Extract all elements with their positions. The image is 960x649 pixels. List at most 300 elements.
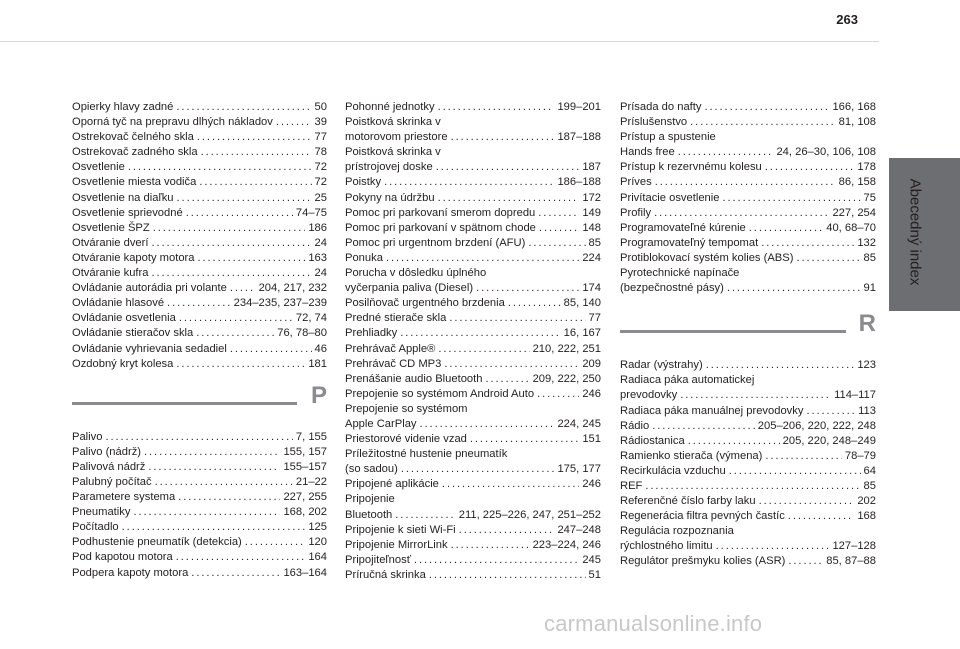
index-entry bbox=[345, 251, 601, 266]
dot-leader bbox=[167, 296, 231, 311]
entry-pages: 74–75 bbox=[295, 206, 327, 219]
entry-term: Pod kapotou motora bbox=[72, 551, 173, 564]
dot-leader bbox=[176, 357, 305, 372]
dot-leader bbox=[470, 432, 579, 447]
index-entry bbox=[72, 130, 327, 145]
entry-pages: 199–201 bbox=[557, 101, 601, 113]
entry-pages: 85 bbox=[588, 236, 601, 249]
index-entry bbox=[345, 191, 601, 206]
side-tab-label: Abecedný index bbox=[906, 178, 924, 286]
entry-term: vyčerpania paliva (Diesel) bbox=[345, 282, 474, 295]
dot-leader bbox=[716, 539, 830, 554]
entry-pages: 78 bbox=[314, 146, 327, 159]
index-entry bbox=[620, 175, 876, 190]
index-entry bbox=[620, 509, 876, 524]
entry-term: Osvetlenie sprievodné bbox=[72, 206, 183, 219]
index-entry-line: Prístup a spustenie bbox=[620, 131, 716, 144]
entries-r bbox=[620, 358, 876, 569]
entry-term: Pneumatiky bbox=[72, 506, 131, 519]
index-entry bbox=[620, 100, 876, 115]
index-entry bbox=[620, 449, 876, 464]
index-entry bbox=[72, 460, 327, 475]
dot-leader bbox=[230, 342, 312, 357]
entry-pages: 24, 26–30, 106, 108 bbox=[776, 146, 876, 159]
dot-leader bbox=[451, 130, 555, 145]
dot-leader bbox=[144, 445, 280, 460]
header-divider bbox=[0, 41, 879, 42]
index-entry bbox=[72, 266, 327, 281]
index-entry bbox=[72, 145, 327, 160]
entry-pages: 175, 177 bbox=[557, 463, 601, 476]
entry-pages: 224, 245 bbox=[557, 417, 601, 430]
entry-pages: 91 bbox=[863, 282, 876, 295]
watermark: carmanualsonline.info bbox=[544, 611, 763, 636]
dot-leader bbox=[765, 449, 841, 464]
index-entry-line: Regulácia rozpoznania bbox=[620, 525, 734, 538]
section-letter: P bbox=[310, 381, 327, 409]
entry-pages: 85 bbox=[863, 479, 876, 492]
index-entry bbox=[620, 160, 876, 175]
dot-leader bbox=[704, 100, 829, 115]
entry-term: Regenerácia filtra pevných častíc bbox=[620, 510, 785, 523]
index-entry bbox=[72, 475, 327, 490]
entry-pages: 81, 108 bbox=[838, 116, 876, 129]
entry-term: Pomoc pri parkovaní v spätnom chode bbox=[345, 221, 536, 234]
index-entry bbox=[620, 404, 876, 419]
dot-leader bbox=[449, 311, 585, 326]
entry-term: prístrojovej doske bbox=[345, 161, 433, 174]
page-number: 263 bbox=[836, 12, 858, 27]
index-entry bbox=[345, 523, 601, 538]
entry-pages: 25 bbox=[314, 191, 327, 204]
index-entry bbox=[72, 236, 327, 251]
dot-leader bbox=[199, 175, 311, 190]
entry-term: Osvetlenie miesta vodiča bbox=[72, 176, 197, 189]
entry-term: Palubný počítač bbox=[72, 475, 152, 488]
entry-pages: 186 bbox=[308, 221, 327, 234]
dot-leader bbox=[151, 266, 311, 281]
dot-leader bbox=[723, 191, 861, 206]
entry-term: Parametere systema bbox=[72, 491, 176, 504]
entry-term: Pripojiteľnosť bbox=[345, 553, 411, 566]
dot-leader bbox=[384, 175, 554, 190]
section-rule bbox=[72, 402, 297, 405]
dot-leader bbox=[191, 566, 280, 581]
entry-pages: 76, 78–80 bbox=[277, 327, 327, 340]
index-entry bbox=[345, 462, 601, 477]
dot-leader bbox=[438, 342, 529, 357]
dot-leader bbox=[528, 236, 585, 251]
index-entry bbox=[72, 311, 327, 326]
dot-leader bbox=[485, 372, 529, 387]
entry-pages: 172 bbox=[582, 191, 601, 204]
dot-leader bbox=[796, 251, 860, 266]
index-entry-line: Pripojenie bbox=[345, 493, 395, 506]
index-entry bbox=[72, 281, 327, 296]
entry-pages: 78–79 bbox=[844, 449, 876, 462]
dot-leader bbox=[688, 434, 780, 449]
entry-pages: 174 bbox=[582, 282, 601, 295]
index-entry bbox=[345, 236, 601, 251]
index-entry bbox=[72, 221, 327, 236]
entry-pages: 16, 167 bbox=[563, 327, 601, 340]
entry-pages: 85, 140 bbox=[563, 297, 601, 310]
dot-leader bbox=[197, 130, 312, 145]
entry-pages: 163 bbox=[308, 251, 327, 264]
entry-pages: 85, 87–88 bbox=[826, 555, 876, 568]
entry-pages: 7, 155 bbox=[295, 430, 327, 443]
entry-pages: 148 bbox=[582, 221, 601, 234]
dot-leader bbox=[727, 281, 861, 296]
section-header-p bbox=[72, 381, 327, 420]
entry-pages: 166, 168 bbox=[832, 101, 876, 113]
entry-pages: 75 bbox=[863, 191, 876, 204]
dot-leader bbox=[122, 520, 306, 535]
dot-leader bbox=[401, 462, 555, 477]
index-entry bbox=[620, 358, 876, 373]
index-entry bbox=[72, 445, 327, 460]
entry-term: Ostrekovač čelného skla bbox=[72, 131, 194, 144]
entry-term: Príručná skrinka bbox=[345, 568, 426, 581]
index-entry bbox=[345, 130, 601, 145]
index-entry-line: Poistková skrinka v bbox=[345, 146, 441, 159]
dot-leader bbox=[438, 100, 555, 115]
entry-pages: 178 bbox=[857, 161, 876, 174]
index-entry-line: Prepojenie so systémom bbox=[345, 402, 468, 415]
entry-term: Ovládanie stieračov skla bbox=[72, 327, 194, 340]
index-entry bbox=[345, 372, 601, 387]
dot-leader bbox=[459, 523, 555, 538]
entry-term: Programovateľné kúrenie bbox=[620, 221, 746, 234]
entry-term: Ozdobný kryt kolesa bbox=[72, 357, 174, 370]
entry-term: REF bbox=[620, 479, 643, 492]
dot-leader bbox=[176, 100, 311, 115]
entry-pages: 204, 217, 232 bbox=[258, 282, 327, 295]
entry-pages: 234–235, 237–239 bbox=[233, 297, 327, 310]
entry-term: Prístup k rezervnému kolesu bbox=[620, 161, 762, 174]
index-entry bbox=[620, 145, 876, 160]
dot-leader bbox=[729, 464, 861, 479]
entry-term: Palivo bbox=[72, 430, 103, 443]
index-entry bbox=[345, 432, 601, 447]
index-entry bbox=[345, 538, 601, 553]
dot-leader bbox=[436, 160, 580, 175]
index-entry bbox=[345, 311, 601, 326]
dot-leader bbox=[151, 236, 311, 251]
entry-term: Opierky hlavy zadné bbox=[72, 101, 174, 113]
entry-pages: 113 bbox=[858, 404, 876, 417]
entry-term: Prepojenie so systémom Android Auto bbox=[345, 387, 535, 400]
entry-term: Otváranie kapoty motora bbox=[72, 251, 195, 264]
entry-term: Radiaca páka manuálnej prevodovky bbox=[620, 404, 804, 417]
entry-pages: 227, 254 bbox=[832, 206, 876, 219]
dot-leader bbox=[761, 236, 854, 251]
index-entry bbox=[72, 535, 327, 550]
index-entry bbox=[72, 191, 327, 206]
entry-pages: 125 bbox=[308, 521, 327, 534]
entry-term: Priestorové videnie vzad bbox=[345, 433, 467, 446]
index-entry bbox=[620, 388, 876, 403]
index-entry bbox=[345, 568, 601, 583]
entry-pages: 114–117 bbox=[834, 389, 876, 402]
entry-pages: 227, 255 bbox=[283, 491, 327, 504]
index-column-3 bbox=[620, 100, 876, 570]
dot-leader bbox=[155, 475, 293, 490]
entry-pages: 205–206, 220, 222, 248 bbox=[757, 419, 876, 432]
index-entry bbox=[620, 115, 876, 130]
dot-leader bbox=[153, 221, 306, 236]
index-entry bbox=[345, 100, 601, 115]
index-entry bbox=[72, 520, 327, 535]
index-column-1 bbox=[72, 100, 327, 581]
entry-pages: 149 bbox=[582, 206, 601, 219]
entry-term: Pomoc pri parkovaní smerom dopredu bbox=[345, 206, 536, 219]
index-entry bbox=[72, 566, 327, 581]
entry-term: Ponuka bbox=[345, 251, 383, 264]
index-entry bbox=[620, 479, 876, 494]
entry-term: Pokyny na údržbu bbox=[345, 191, 435, 204]
index-entry bbox=[72, 430, 327, 445]
entry-term: motorovom priestore bbox=[345, 131, 448, 144]
entry-term: Palivová nádrž bbox=[72, 460, 146, 473]
index-entry bbox=[72, 490, 327, 505]
dot-leader bbox=[386, 251, 579, 266]
dot-leader bbox=[451, 538, 530, 553]
index-entry bbox=[620, 251, 876, 266]
dot-leader bbox=[654, 206, 829, 221]
entry-term: Palivo (nádrž) bbox=[72, 445, 142, 458]
entry-pages: 246 bbox=[582, 478, 601, 491]
index-entry bbox=[345, 417, 601, 432]
dot-leader bbox=[655, 175, 836, 190]
section-header-r bbox=[620, 310, 876, 348]
entry-pages: 51 bbox=[588, 568, 601, 581]
entries-p bbox=[72, 430, 327, 581]
index-entry bbox=[345, 160, 601, 175]
entry-term: Ovládanie hlasové bbox=[72, 297, 165, 310]
dot-leader bbox=[678, 145, 774, 160]
entry-pages: 155, 157 bbox=[283, 445, 327, 458]
entry-pages: 209, 222, 250 bbox=[532, 372, 601, 385]
entry-term: Otváranie dverí bbox=[72, 236, 149, 249]
entry-pages: 163–164 bbox=[283, 566, 327, 579]
entry-pages: 132 bbox=[857, 236, 876, 249]
dot-leader bbox=[177, 191, 312, 206]
index-entry bbox=[620, 191, 876, 206]
entry-pages: 224 bbox=[582, 251, 601, 264]
entry-pages: 72, 74 bbox=[295, 312, 327, 325]
entry-pages: 21–22 bbox=[295, 475, 327, 488]
entry-term: Rádiostanica bbox=[620, 434, 685, 447]
dot-leader bbox=[176, 550, 306, 565]
index-entry bbox=[620, 419, 876, 434]
entry-term: Prísada do nafty bbox=[620, 101, 702, 113]
entry-term: Privítacie osvetlenie bbox=[620, 191, 720, 204]
dot-leader bbox=[537, 387, 579, 402]
entry-pages: 155–157 bbox=[283, 460, 327, 473]
entry-term: Referenčné číslo farby laku bbox=[620, 495, 756, 508]
dot-leader bbox=[508, 296, 561, 311]
entry-term: Pomoc pri urgentnom brzdení (AFU) bbox=[345, 236, 526, 249]
dot-leader bbox=[690, 115, 836, 130]
dot-leader bbox=[133, 505, 280, 520]
entry-term: Otváranie kufra bbox=[72, 267, 149, 280]
index-entry bbox=[72, 342, 327, 357]
entry-pages: 181 bbox=[308, 357, 327, 370]
side-tab bbox=[889, 158, 960, 311]
dot-leader bbox=[128, 160, 312, 175]
dot-leader bbox=[680, 388, 831, 403]
entry-term: Oporná tyč na prepravu dlhých nákladov bbox=[72, 116, 273, 129]
entry-term: Pohonné jednotky bbox=[345, 101, 435, 113]
entry-pages: 24 bbox=[314, 236, 327, 249]
index-entry bbox=[345, 281, 601, 296]
entry-term: Prenášanie audio Bluetooth bbox=[345, 372, 483, 385]
entry-term: rýchlostného limitu bbox=[620, 540, 713, 553]
dot-leader bbox=[538, 206, 579, 221]
entry-term: Príves bbox=[620, 176, 652, 189]
index-entry bbox=[620, 206, 876, 221]
entry-pages: 64 bbox=[863, 464, 876, 477]
entry-pages: 205, 220, 248–249 bbox=[782, 434, 876, 447]
entry-pages: 210, 222, 251 bbox=[532, 342, 601, 355]
dot-leader bbox=[196, 326, 274, 341]
index-entry bbox=[620, 464, 876, 479]
dot-leader bbox=[105, 430, 292, 445]
dot-leader bbox=[706, 358, 855, 373]
index-entry-line: Radiaca páka automatickej bbox=[620, 374, 755, 387]
entry-term: Ramienko stierača (výmena) bbox=[620, 449, 763, 462]
entry-term: Počítadlo bbox=[72, 521, 119, 534]
section-rule bbox=[620, 330, 846, 333]
entry-term: Hands free bbox=[620, 146, 675, 159]
entry-term: Poistky bbox=[345, 176, 382, 189]
entry-term: Prehliadky bbox=[345, 327, 398, 340]
entry-term: Ovládanie autorádia pri volante bbox=[72, 282, 227, 295]
index-entry-line: Poistková skrinka v bbox=[345, 116, 441, 129]
index-entry bbox=[72, 550, 327, 565]
entry-term: Apple CarPlay bbox=[345, 417, 417, 430]
index-column-2 bbox=[345, 100, 601, 583]
entry-term: Podpera kapoty motora bbox=[72, 566, 189, 579]
dot-leader bbox=[198, 251, 306, 266]
index-entry bbox=[72, 326, 327, 341]
entry-pages: 46 bbox=[314, 342, 327, 355]
entry-pages: 127–128 bbox=[832, 540, 876, 553]
dot-leader bbox=[749, 221, 823, 236]
entry-term: (bezpečnostné pásy) bbox=[620, 282, 724, 295]
index-entry bbox=[620, 434, 876, 449]
index-entry bbox=[345, 326, 601, 341]
dot-leader bbox=[444, 357, 579, 372]
dot-leader bbox=[788, 554, 823, 569]
index-entry bbox=[345, 508, 601, 523]
index-entry bbox=[72, 505, 327, 520]
index-entry bbox=[72, 175, 327, 190]
entry-term: Pripojenie k sieti Wi-Fi bbox=[345, 523, 456, 536]
dot-leader bbox=[806, 404, 855, 419]
dot-leader bbox=[645, 479, 860, 494]
section-letter: R bbox=[858, 310, 876, 338]
entry-pages: 187–188 bbox=[557, 131, 601, 144]
entry-pages: 202 bbox=[857, 495, 876, 508]
index-entry bbox=[72, 100, 327, 115]
entry-term: Ovládanie osvetlenia bbox=[72, 312, 176, 325]
entry-pages: 24 bbox=[314, 267, 327, 280]
entry-pages: 209 bbox=[582, 357, 601, 370]
index-entry bbox=[620, 281, 876, 296]
entry-term: Rádio bbox=[620, 419, 650, 432]
entry-term: Bluetooth bbox=[345, 508, 393, 521]
dot-leader bbox=[179, 311, 293, 326]
entry-pages: 246 bbox=[582, 387, 601, 400]
entry-pages: 86, 158 bbox=[838, 176, 876, 189]
entry-pages: 187 bbox=[582, 161, 601, 174]
entry-pages: 50 bbox=[314, 101, 327, 113]
dot-leader bbox=[395, 508, 455, 523]
entry-term: Osvetlenie na diaľku bbox=[72, 191, 174, 204]
entry-term: Osvetlenie ŠPZ bbox=[72, 221, 150, 234]
index-entry bbox=[72, 357, 327, 372]
entry-term: Protiblokovací systém kolies (ABS) bbox=[620, 251, 794, 264]
index-entry bbox=[345, 387, 601, 402]
index-entry bbox=[345, 357, 601, 372]
entry-term: prevodovky bbox=[620, 389, 678, 402]
entry-term: Prehrávač Apple® bbox=[345, 342, 436, 355]
dot-leader bbox=[276, 115, 312, 130]
dot-leader bbox=[476, 281, 579, 296]
dot-leader bbox=[759, 494, 855, 509]
index-entry bbox=[72, 115, 327, 130]
index-entry bbox=[72, 296, 327, 311]
entry-term: Predné stierače skla bbox=[345, 312, 447, 325]
index-entry-line: Porucha v dôsledku úplného bbox=[345, 267, 487, 280]
entry-pages: 186–188 bbox=[557, 176, 601, 189]
dot-leader bbox=[400, 326, 560, 341]
entry-term: (so sadou) bbox=[345, 463, 398, 476]
index-entry bbox=[72, 160, 327, 175]
dot-leader bbox=[652, 419, 755, 434]
index-entry bbox=[72, 251, 327, 266]
entry-term: Recirkulácia vzduchu bbox=[620, 464, 726, 477]
entry-pages: 77 bbox=[588, 312, 601, 325]
index-entry bbox=[72, 206, 327, 221]
index-entry bbox=[345, 206, 601, 221]
entry-term: Ovládanie vyhrievania sedadiel bbox=[72, 342, 227, 355]
entry-term: Pripojené aplikácie bbox=[345, 478, 439, 491]
dot-leader bbox=[148, 460, 280, 475]
entry-pages: 39 bbox=[314, 116, 327, 129]
index-entry bbox=[345, 221, 601, 236]
entries-p-end bbox=[620, 100, 876, 296]
entry-term: Pripojenie MirrorLink bbox=[345, 538, 448, 551]
index-entry bbox=[620, 221, 876, 236]
dot-leader bbox=[245, 535, 306, 550]
index-entry bbox=[345, 553, 601, 568]
entry-pages: 72 bbox=[314, 176, 327, 189]
entry-term: Ostrekovač zadného skla bbox=[72, 146, 198, 159]
dot-leader bbox=[414, 553, 579, 568]
entry-term: Prehrávač CD MP3 bbox=[345, 357, 442, 370]
entry-term: Posilňovač urgentného brzdenia bbox=[345, 297, 505, 310]
entry-pages: 168 bbox=[857, 510, 876, 523]
entry-pages: 151 bbox=[582, 433, 601, 446]
entry-term: Príslušenstvo bbox=[620, 116, 688, 129]
entry-term: Radar (výstrahy) bbox=[620, 359, 703, 372]
index-entry bbox=[345, 342, 601, 357]
dot-leader bbox=[788, 509, 855, 524]
entry-pages: 77 bbox=[314, 131, 327, 144]
